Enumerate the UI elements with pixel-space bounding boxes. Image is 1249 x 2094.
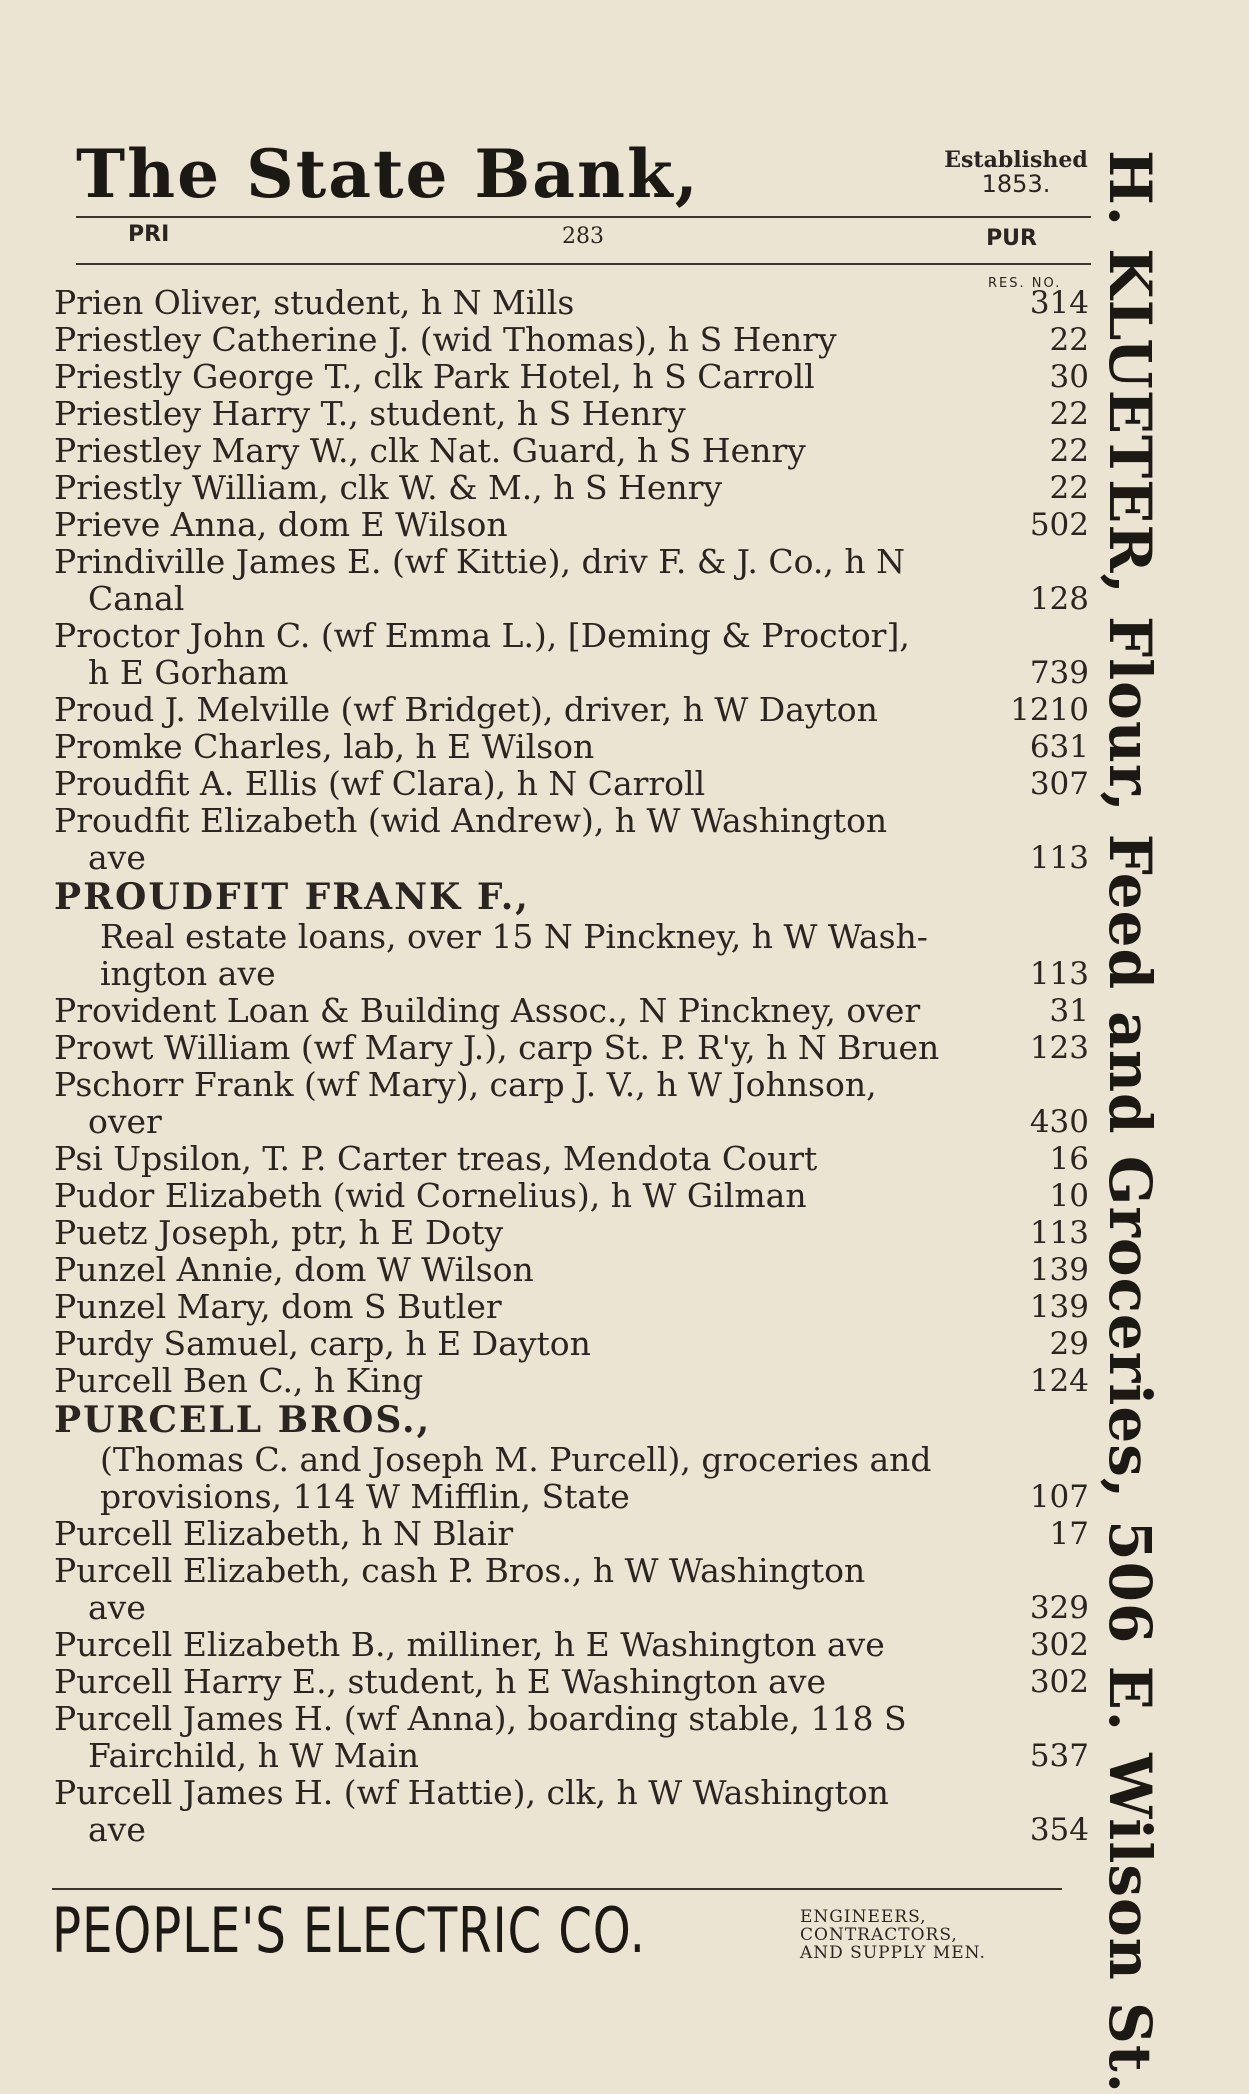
residence-number: 139 (1029, 1289, 1089, 1325)
residence-number: 354 (1029, 1812, 1089, 1848)
directory-entry (54, 1663, 1089, 1700)
entry-text: Proud J. Melville (wf Bridget), driver, h W Dayton (54, 690, 878, 729)
entry-text: Purcell Harry E., student, h E Washington ave (54, 1662, 827, 1701)
directory-entry (54, 617, 1089, 691)
header-rule-bottom (76, 263, 1091, 265)
entry-text: Purcell Ben C., h King (54, 1361, 424, 1400)
entry-continuation: h E Gorham (88, 653, 289, 692)
entry-text: Proudfit Elizabeth (wid Andrew), h W Washington (54, 801, 888, 840)
residence-number-label: RES. NO. (988, 276, 1062, 291)
footer-rule (52, 1888, 1062, 1890)
residence-number: 1210 (1010, 692, 1089, 728)
residence-number: 430 (1029, 1104, 1089, 1140)
directory-entry (54, 1515, 1089, 1552)
residence-number: 307 (1029, 766, 1089, 802)
residence-number: 29 (1049, 1326, 1089, 1362)
entry-text: Promke Charles, lab, h E Wilson (54, 727, 595, 766)
entry-continuation: ave (88, 838, 146, 877)
entry-text: Proctor John C. (wf Emma L.), [Deming & Proctor], (54, 616, 910, 655)
directory-entry (54, 728, 1089, 765)
entry-text: Prowt William (wf Mary J.), carp St. P. R'y, h N Bruen (54, 1028, 940, 1067)
entry-text: Purcell James H. (wf Hattie), clk, h W Washington (54, 1773, 889, 1812)
directory-entry (54, 802, 1089, 876)
directory-entry (54, 506, 1089, 543)
entry-text: Punzel Mary, dom S Butler (54, 1287, 502, 1326)
residence-number: 17 (1049, 1516, 1089, 1552)
residence-number: 107 (1029, 1479, 1089, 1515)
directory-entry (54, 992, 1089, 1029)
firm-description-cont: ington ave (100, 954, 276, 993)
residence-number: 128 (1029, 581, 1089, 617)
footer-ad (52, 1892, 1062, 1972)
residence-number: 22 (1049, 396, 1089, 432)
entry-text: Puetz Joseph, ptr, h E Doty (54, 1213, 504, 1252)
bank-name: The State Bank, (76, 135, 700, 213)
directory-entry (54, 1700, 1089, 1774)
established-year: 1853. (981, 170, 1051, 198)
directory-entry (54, 1177, 1089, 1214)
residence-number: 16 (1049, 1141, 1089, 1177)
residence-number: 31 (1049, 993, 1089, 1029)
directory-entry (54, 321, 1089, 358)
entry-text: Priestley Mary W., clk Nat. Guard, h S Henry (54, 431, 806, 470)
directory-entry (54, 1325, 1089, 1362)
entry-text: Priestly William, clk W. & M., h S Henry (54, 468, 723, 507)
firm-entry-proudfit (54, 876, 1089, 992)
residence-number: 113 (1029, 1215, 1089, 1251)
footer-tagline (800, 1908, 986, 1962)
directory-entry (54, 1066, 1089, 1140)
entry-text: Pschorr Frank (wf Mary), carp J. V., h W Johnson, (54, 1065, 877, 1104)
entry-list-2 (54, 992, 1089, 1399)
residence-number: 314 (1029, 285, 1089, 321)
entry-text: Prindiville James E. (wf Kittie), driv F. & J. Co., h N (54, 542, 905, 581)
entry-text: Priestly George T., clk Park Hotel, h S Carroll (54, 357, 815, 396)
residence-number: 123 (1029, 1030, 1089, 1066)
directory-entry (54, 765, 1089, 802)
footer-tag-line-1: ENGINEERS, (800, 1907, 927, 1927)
residence-number: 22 (1049, 470, 1089, 506)
entry-continuation: ave (88, 1588, 146, 1627)
residence-number: 113 (1029, 840, 1089, 876)
footer-company: PEOPLE'S ELECTRIC CO. (52, 1894, 646, 1967)
entry-text: Priestley Harry T., student, h S Henry (54, 394, 686, 433)
directory-entries (54, 284, 1089, 1848)
directory-entry (54, 543, 1089, 617)
residence-number: 22 (1049, 322, 1089, 358)
entry-text: Purcell James H. (wf Anna), boarding stable, 118 S (54, 1699, 907, 1738)
entry-continuation: Canal (88, 579, 185, 618)
directory-entry (54, 432, 1089, 469)
firm-name: PURCELL BROS., (54, 1399, 432, 1441)
residence-number: 30 (1049, 359, 1089, 395)
residence-number: 329 (1029, 1590, 1089, 1626)
entry-continuation: over (88, 1102, 162, 1141)
directory-entry (54, 691, 1089, 728)
running-head (76, 222, 1091, 258)
firm-description: Real estate loans, over 15 N Pinckney, h W Wash- (100, 917, 928, 956)
residence-number: 10 (1049, 1178, 1089, 1214)
firm-entry-purcell-bros (54, 1399, 1089, 1515)
entry-text: Pudor Elizabeth (wid Cornelius), h W Gilman (54, 1176, 807, 1215)
directory-entry (54, 1774, 1089, 1848)
directory-entry (54, 1251, 1089, 1288)
running-head-left: PRI (128, 222, 170, 247)
entry-continuation: ave (88, 1810, 146, 1849)
directory-entry (54, 1552, 1089, 1626)
established-note (936, 148, 1096, 196)
residence-number: 631 (1029, 729, 1089, 765)
firm-name: PROUDFIT FRANK F., (54, 876, 530, 918)
entry-text: Purdy Samuel, carp, h E Dayton (54, 1324, 591, 1363)
directory-entry (54, 284, 1089, 321)
residence-number: 139 (1029, 1252, 1089, 1288)
residence-number: 302 (1029, 1627, 1089, 1663)
residence-number: 124 (1029, 1363, 1089, 1399)
running-head-right: PUR (986, 226, 1037, 251)
residence-number: 302 (1029, 1664, 1089, 1700)
entry-text: Purcell Elizabeth, h N Blair (54, 1514, 514, 1553)
directory-entry (54, 1029, 1089, 1066)
directory-entry (54, 395, 1089, 432)
page-number: 283 (562, 224, 604, 249)
entry-text: Proudfit A. Ellis (wf Clara), h N Carroll (54, 764, 706, 803)
residence-number: 537 (1029, 1738, 1089, 1774)
side-advertisement: H. KLUETER, Flour, Feed and Groceries, 506 E. Wilson St. (1096, 150, 1164, 2094)
header-rule-top (76, 216, 1091, 218)
directory-entry (54, 469, 1089, 506)
directory-entry (54, 358, 1089, 395)
directory-entry (54, 1140, 1089, 1177)
firm-description-cont: provisions, 114 W Mifflin, State (100, 1477, 630, 1516)
entry-text: Purcell Elizabeth B., milliner, h E Washington ave (54, 1625, 885, 1664)
residence-number: 739 (1029, 655, 1089, 691)
entry-text: Prieve Anna, dom E Wilson (54, 505, 508, 544)
entry-text: Provident Loan & Building Assoc., N Pinckney, over (54, 991, 921, 1030)
residence-number: 113 (1029, 956, 1089, 992)
footer-tag-line-3: AND SUPPLY MEN. (800, 1943, 986, 1963)
established-label: Established (944, 147, 1088, 173)
footer-tag-line-2: CONTRACTORS, (800, 1925, 958, 1945)
entry-list-3 (54, 1515, 1089, 1848)
entry-continuation: Fairchild, h W Main (88, 1736, 420, 1775)
residence-number: 502 (1029, 507, 1089, 543)
directory-entry (54, 1362, 1089, 1399)
entry-text: Punzel Annie, dom W Wilson (54, 1250, 534, 1289)
bank-header (76, 135, 1091, 228)
entry-text: Prien Oliver, student, h N Mills (54, 283, 575, 322)
entry-text: Purcell Elizabeth, cash P. Bros., h W Washington (54, 1551, 866, 1590)
entry-text: Psi Upsilon, T. P. Carter treas, Mendota Court (54, 1139, 818, 1178)
entry-list-1 (54, 284, 1089, 876)
entry-text: Priestley Catherine J. (wid Thomas), h S Henry (54, 320, 837, 359)
firm-description: (Thomas C. and Joseph M. Purcell), groceries and (100, 1440, 932, 1479)
residence-number: 22 (1049, 433, 1089, 469)
directory-entry (54, 1288, 1089, 1325)
directory-entry (54, 1626, 1089, 1663)
directory-entry (54, 1214, 1089, 1251)
